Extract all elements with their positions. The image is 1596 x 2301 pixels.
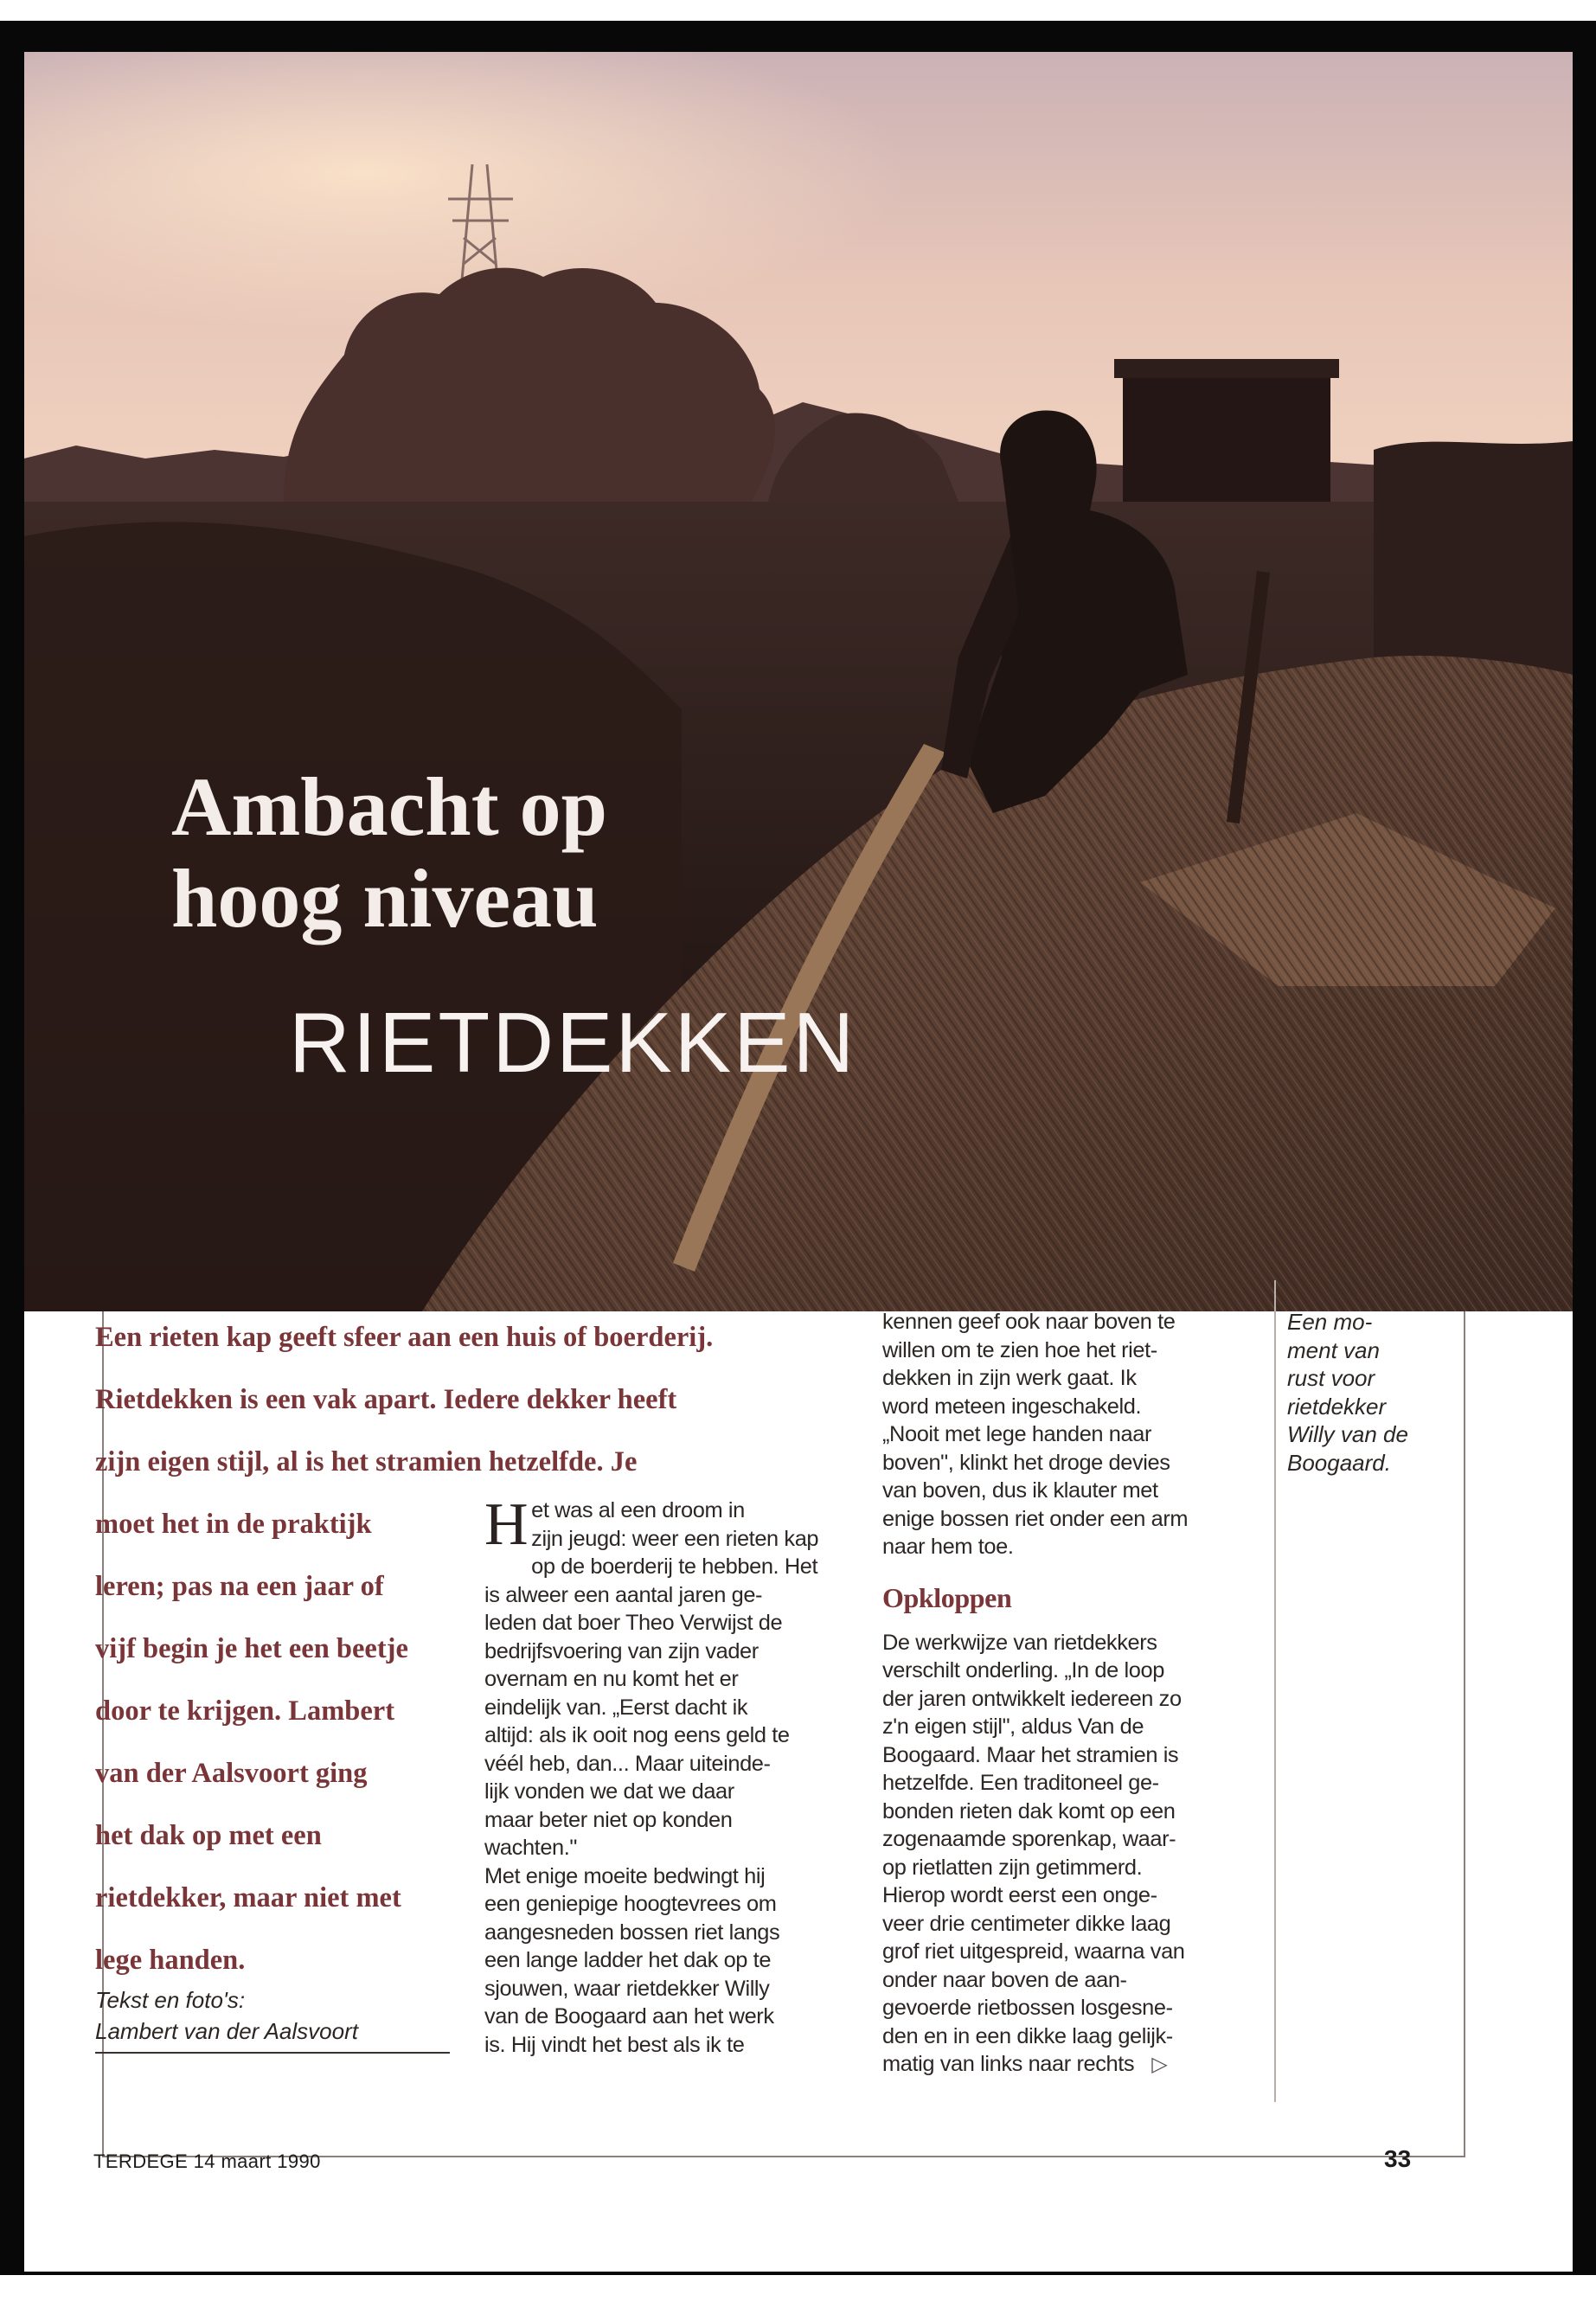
subheading: Opkloppen — [882, 1581, 1012, 1613]
intro-line: door te krijgen. Lambert — [95, 1695, 395, 1727]
page-number: 33 — [1384, 2145, 1412, 2172]
body-line: De werkwijze van rietdekkers — [882, 1630, 1157, 1655]
credit-line-1: Tekst en foto's: — [95, 1987, 246, 2013]
body-line: verschilt onderling. „In de loop — [882, 1658, 1164, 1682]
body-line: „Nooit met lege handen naar — [882, 1422, 1152, 1446]
caption-line: Willy van de — [1287, 1421, 1408, 1447]
intro-line: Rietdekken is een vak apart. Iedere dekker heeft — [95, 1384, 677, 1415]
body-line: eindelijk van. „Eerst dacht ik — [484, 1695, 748, 1720]
body-line: gevoerde rietbossen losgesne- — [882, 1996, 1173, 2020]
body-line: boven", klinkt het droge devies — [882, 1450, 1170, 1475]
body-line: van de Boogaard aan het werk — [484, 2004, 774, 2029]
body-line: véél heb, dan... Maar uiteinde- — [484, 1751, 771, 1776]
body-line: een lange ladder het dak op te — [484, 1948, 772, 1972]
body-line: der jaren ontwikkelt iedereen zo — [882, 1686, 1182, 1711]
body-line: et was al een droom in — [531, 1498, 745, 1522]
drop-cap: H — [484, 1491, 529, 1558]
body-line: den en in een dikke laag gelijk- — [882, 2023, 1173, 2048]
photo-credit — [95, 1984, 450, 2054]
intro-line: zijn eigen stijl, al is het stramien hetzelfde. Je — [95, 1446, 638, 1477]
photo-illustration — [24, 52, 1573, 1311]
body-line: op de boerderij te hebben. Het — [531, 1554, 818, 1579]
body-line: willen om te zien hoe het riet- — [882, 1337, 1157, 1362]
body-line: veer drie centimeter dikke laag — [882, 1911, 1171, 1936]
column-divider — [1274, 1280, 1276, 2102]
body-line: dekken in zijn werk gaat. Ik — [882, 1366, 1137, 1390]
body-line: bedrijfsvoering van zijn vader — [484, 1638, 759, 1663]
body-line: aangesneden bossen riet langs — [484, 1920, 780, 1945]
body-line: leden dat boer Theo Verwijst de — [484, 1611, 783, 1635]
body-line: wachten." — [484, 1836, 578, 1860]
body-line: Met enige moeite bedwingt hij — [484, 1863, 766, 1888]
caption-line: rust voor — [1287, 1365, 1375, 1391]
body-line: bonden rieten dak komt op een — [882, 1798, 1176, 1823]
body-line-last — [882, 2050, 1272, 2080]
footer-publication: TERDEGE 14 maart 1990 — [93, 2150, 321, 2172]
body-line: naar hem toe. — [882, 1535, 1014, 1559]
body-line: maar beter niet op konden — [484, 1807, 733, 1832]
photo-caption — [1287, 1308, 1426, 1477]
body-line: onder naar boven de aan- — [882, 1967, 1127, 1992]
body-line: zijn jeugd: weer een rieten kap — [531, 1526, 819, 1551]
body-line: Hierop wordt eerst een onge- — [882, 1883, 1157, 1907]
kicker-title: RIETDEKKEN — [289, 995, 857, 1090]
hero-photo — [24, 52, 1573, 1311]
body-line: lijk vonden we dat we daar — [484, 1779, 734, 1804]
intro-line: leren; pas na een jaar of — [95, 1571, 384, 1602]
article-column-2 — [882, 1308, 1272, 2080]
body-line: zogenaamde sporenkap, waar- — [882, 1827, 1176, 1851]
intro-line: vijf begin je het een beetje — [95, 1633, 408, 1664]
body-line: sjouwen, waar rietdekker Willy — [484, 1976, 770, 2001]
intro-line: Een rieten kap geeft sfeer aan een huis of boerderij. — [95, 1322, 714, 1353]
body-line: van boven, dus ik klauter met — [882, 1478, 1158, 1503]
article-column-1 — [484, 1491, 856, 2059]
body-line: Boogaard. Maar het stramien is — [882, 1742, 1179, 1767]
body-line: grof riet uitgespreid, waarna van — [882, 1939, 1185, 1964]
body-line: altijd: als ik ooit nog eens geld te — [484, 1723, 790, 1747]
intro-line: het dak op met een — [95, 1820, 322, 1851]
body-line: z'n eigen stijl", aldus Van de — [882, 1715, 1144, 1739]
intro-line: van der Aalsvoort ging — [95, 1758, 368, 1789]
caption-line: Boogaard. — [1287, 1449, 1391, 1476]
caption-line: ment van — [1287, 1336, 1380, 1363]
body-line: overnam en nu komt het er — [484, 1667, 739, 1691]
intro-line: moet het in de praktijk — [95, 1509, 372, 1540]
headline-line-2: hoog niveau — [171, 852, 599, 945]
intro-line: rietdekker, maar niet met — [95, 1882, 401, 1913]
continue-arrow-icon: ▷ — [1151, 2053, 1168, 2076]
body-line: kennen geef ook naar boven te — [882, 1310, 1176, 1334]
headline-line-1: Ambacht op — [171, 760, 608, 853]
caption-line: rietdekker — [1287, 1393, 1387, 1420]
headline — [171, 761, 607, 945]
body-line: is alweer een aantal jaren ge- — [484, 1582, 763, 1607]
body-line: op rietlatten zijn getimmerd. — [882, 1855, 1143, 1880]
body-line: word meteen ingeschakeld. — [882, 1394, 1142, 1419]
body-line-text: matig van links naar rechts — [882, 2052, 1135, 2076]
intro-line: lege handen. — [95, 1945, 246, 1976]
caption-line: Een mo- — [1287, 1309, 1373, 1335]
body-line: een geniepige hoogtevrees om — [484, 1892, 777, 1916]
body-line: hetzelfde. Een traditoneel ge- — [882, 1771, 1159, 1795]
body-line: is. Hij vindt het best als ik te — [484, 2032, 745, 2057]
body-line: enige bossen riet onder een arm — [882, 1506, 1189, 1531]
credit-line-2: Lambert van der Aalsvoort — [95, 2018, 358, 2044]
